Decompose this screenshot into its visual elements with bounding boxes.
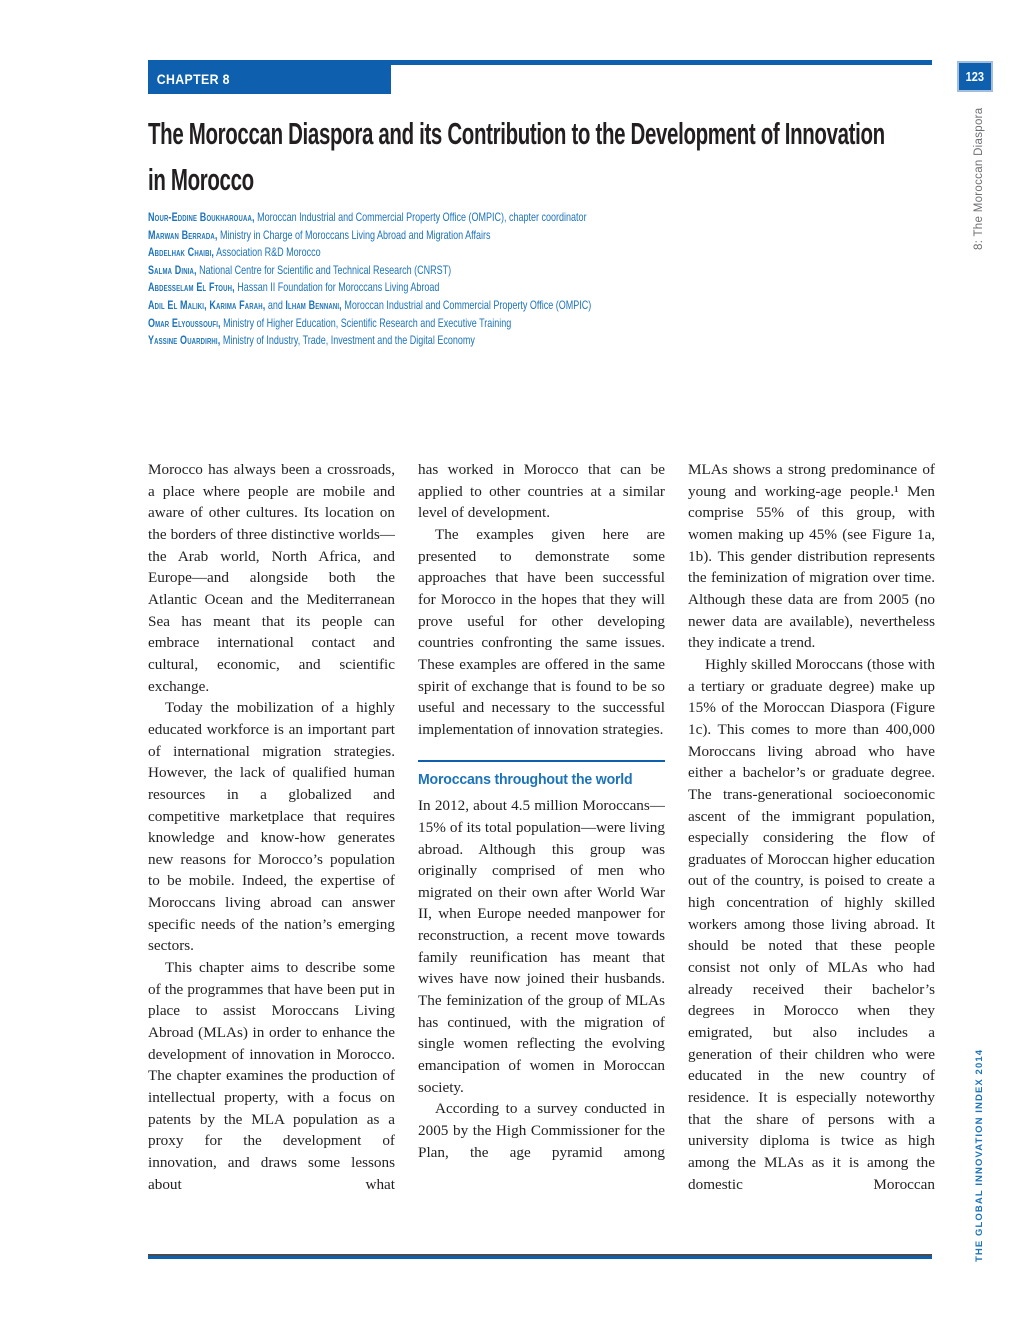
article-columns (148, 459, 935, 1217)
body-paragraph: This chapter aims to describe some of the programmes that have been put in place to assist Moroccans Living Abroad (MLAs) in order to enhance the development of innovation in Morocco. The chapter examines the production of intellectual property, with a focus on patents by the MLA population as a proxy for the development of innovation, and draws some lessons about what (148, 959, 395, 1193)
author-affiliation: Moroccan Industrial and Commercial Property Office (OMPIC), chapter coordinator (254, 210, 587, 224)
author-affiliation: and (265, 297, 286, 312)
chapter-title-line: in Morocco (148, 162, 254, 197)
page-number: 123 (965, 69, 985, 84)
author-name: Salma Dinia, (148, 262, 197, 277)
footer-rule (148, 1254, 932, 1259)
author-line (148, 279, 591, 297)
author-affiliation: Ministry of Industry, Trade, Investment and the Digital Economy (220, 333, 475, 348)
author-name: Abdesselam El Ftouh, (148, 280, 235, 295)
body-paragraph: MLAs shows a strong predominance of young and working-age people.¹ Men comprise 55% of this group, with women making up 45% (see Figure 1a, 1b). This gender distribution represents the feminization of migration over time. Although these data are from 2005 (no newer data are available), nevertheless they indicate a trend. (688, 461, 935, 652)
text-column (418, 459, 665, 1217)
author-affiliation: National Centre for Scientific and Technical Research (CNRST) (196, 262, 452, 277)
author-name: Omar Elyoussoufi, (148, 315, 221, 330)
author-line (148, 315, 591, 333)
author-name: Adil El Maliki, Karima Farah, (148, 297, 266, 312)
margin-chapter-label-vertical: 8: The Moroccan Diaspora (973, 107, 985, 250)
section-heading: Moroccans throughout the world (418, 770, 633, 788)
chapter-label: CHAPTER 8 (156, 71, 230, 87)
footer-rule-blue-line (148, 1256, 932, 1259)
author-name: Yassine Ouardirhi, (148, 333, 221, 348)
chapter-tab (148, 65, 391, 94)
margin-report-title-vertical: THE GLOBAL INNOVATION INDEX 2014 (974, 1048, 985, 1262)
author-line (148, 209, 591, 227)
body-paragraph: According to a survey conducted in 2005 by the High Commissioner for the Plan, the age pyramid among (418, 1100, 665, 1161)
body-paragraph: has worked in Morocco that can be applied to other countries at a similar level of development. (418, 461, 665, 522)
author-affiliation: Moroccan Industrial and Commercial Property Office (OMPIC) (341, 297, 592, 312)
author-name: Marwan Berrada, (148, 227, 218, 242)
author-line (148, 262, 591, 280)
author-line (148, 227, 591, 245)
author-affiliation: Hassan II Foundation for Moroccans Living Abroad (234, 280, 440, 295)
chapter-title-line: The Moroccan Diaspora and its Contribution to the Development of Innovation (148, 116, 885, 151)
author-name: Nour-Eddine Boukharouaa, (148, 210, 255, 224)
author-affiliation: Association R&D Morocco (214, 245, 321, 260)
author-line (148, 332, 591, 350)
author-affiliation: Ministry of Higher Education, Scientific Research and Executive Training (220, 315, 512, 330)
author-line (148, 244, 591, 262)
chapter-title (148, 111, 1020, 203)
author-affiliation: Ministry in Charge of Moroccans Living Abroad and Migration Affairs (217, 227, 491, 242)
author-name: Ilham Bennani, (285, 297, 342, 312)
author-line (148, 297, 591, 315)
body-paragraph: Morocco has always been a crossroads, a place where people are mobile and aware of other cultures. Its location on the borders of three distinctive worlds—the Arab world, North Africa, and Europe—and alongside both the Atlantic Ocean and the Mediterranean Sea has meant that its people can embrace international contact and cultural, economic, and scientific exchange. (148, 461, 395, 695)
page-number-badge (957, 61, 993, 92)
section-heading-block (418, 760, 665, 791)
author-name: Abdelhak Chaibi, (148, 245, 215, 260)
body-paragraph: In 2012, about 4.5 million Moroccans—15% of its total population—were living abroad. Although this group was originally comprised of men who migrated on their own after World War II, when Europe needed manpower for reconstruction, a recent move towards family reunification has meant that wives have now joined their husbands. The feminization of the group of MLAs has continued, with the migration of single women reflecting the evolving emancipation of women in Moroccan society. (418, 797, 665, 1096)
body-paragraph: Highly skilled Moroccans (those with a tertiary or graduate degree) make up 15% of the Moroccan Diaspora (Figure 1c). This comes to more than 400,000 Moroccans living abroad who have either a bachelor’s or graduate degree. The trans-generational socioeconomic ascent of the immigrant population, especially considering the flow of graduates of Moroccan higher education out of the country, is poised to create a high concentration of highly skilled workers among those living abroad. It should be noted that these people consist not only of MLAs who had already received their bachelor’s degrees in Morocco when they emigrated, but also includes a generation of their children who were educated in the new country of residence. It is especially noteworthy that the share of persons with a university diploma is twice as high among the MLAs as it is among the domestic Moroccan (688, 655, 935, 1193)
body-paragraph: The examples given here are presented to demonstrate some approaches that have been successful for Morocco in the hopes that they will prove useful for other developing countries confronting the same issues. These examples are offered in the same spirit of exchange that is found to be so useful and necessary to the successful implementation of innovation strategies. (418, 525, 665, 738)
text-column (148, 459, 395, 1217)
body-paragraph: Today the mobilization of a highly educated workforce is an important part of international migration strategies. However, the lack of qualified human resources in a globalized and competitive marketplace that requires knowledge and know-how generates new reasons for Morocco’s population to be mobile. Indeed, the expertise of Moroccans living abroad can answer specific needs of the nation’s emerging sectors. (148, 699, 395, 955)
author-list (148, 209, 739, 350)
text-column (688, 459, 935, 1217)
